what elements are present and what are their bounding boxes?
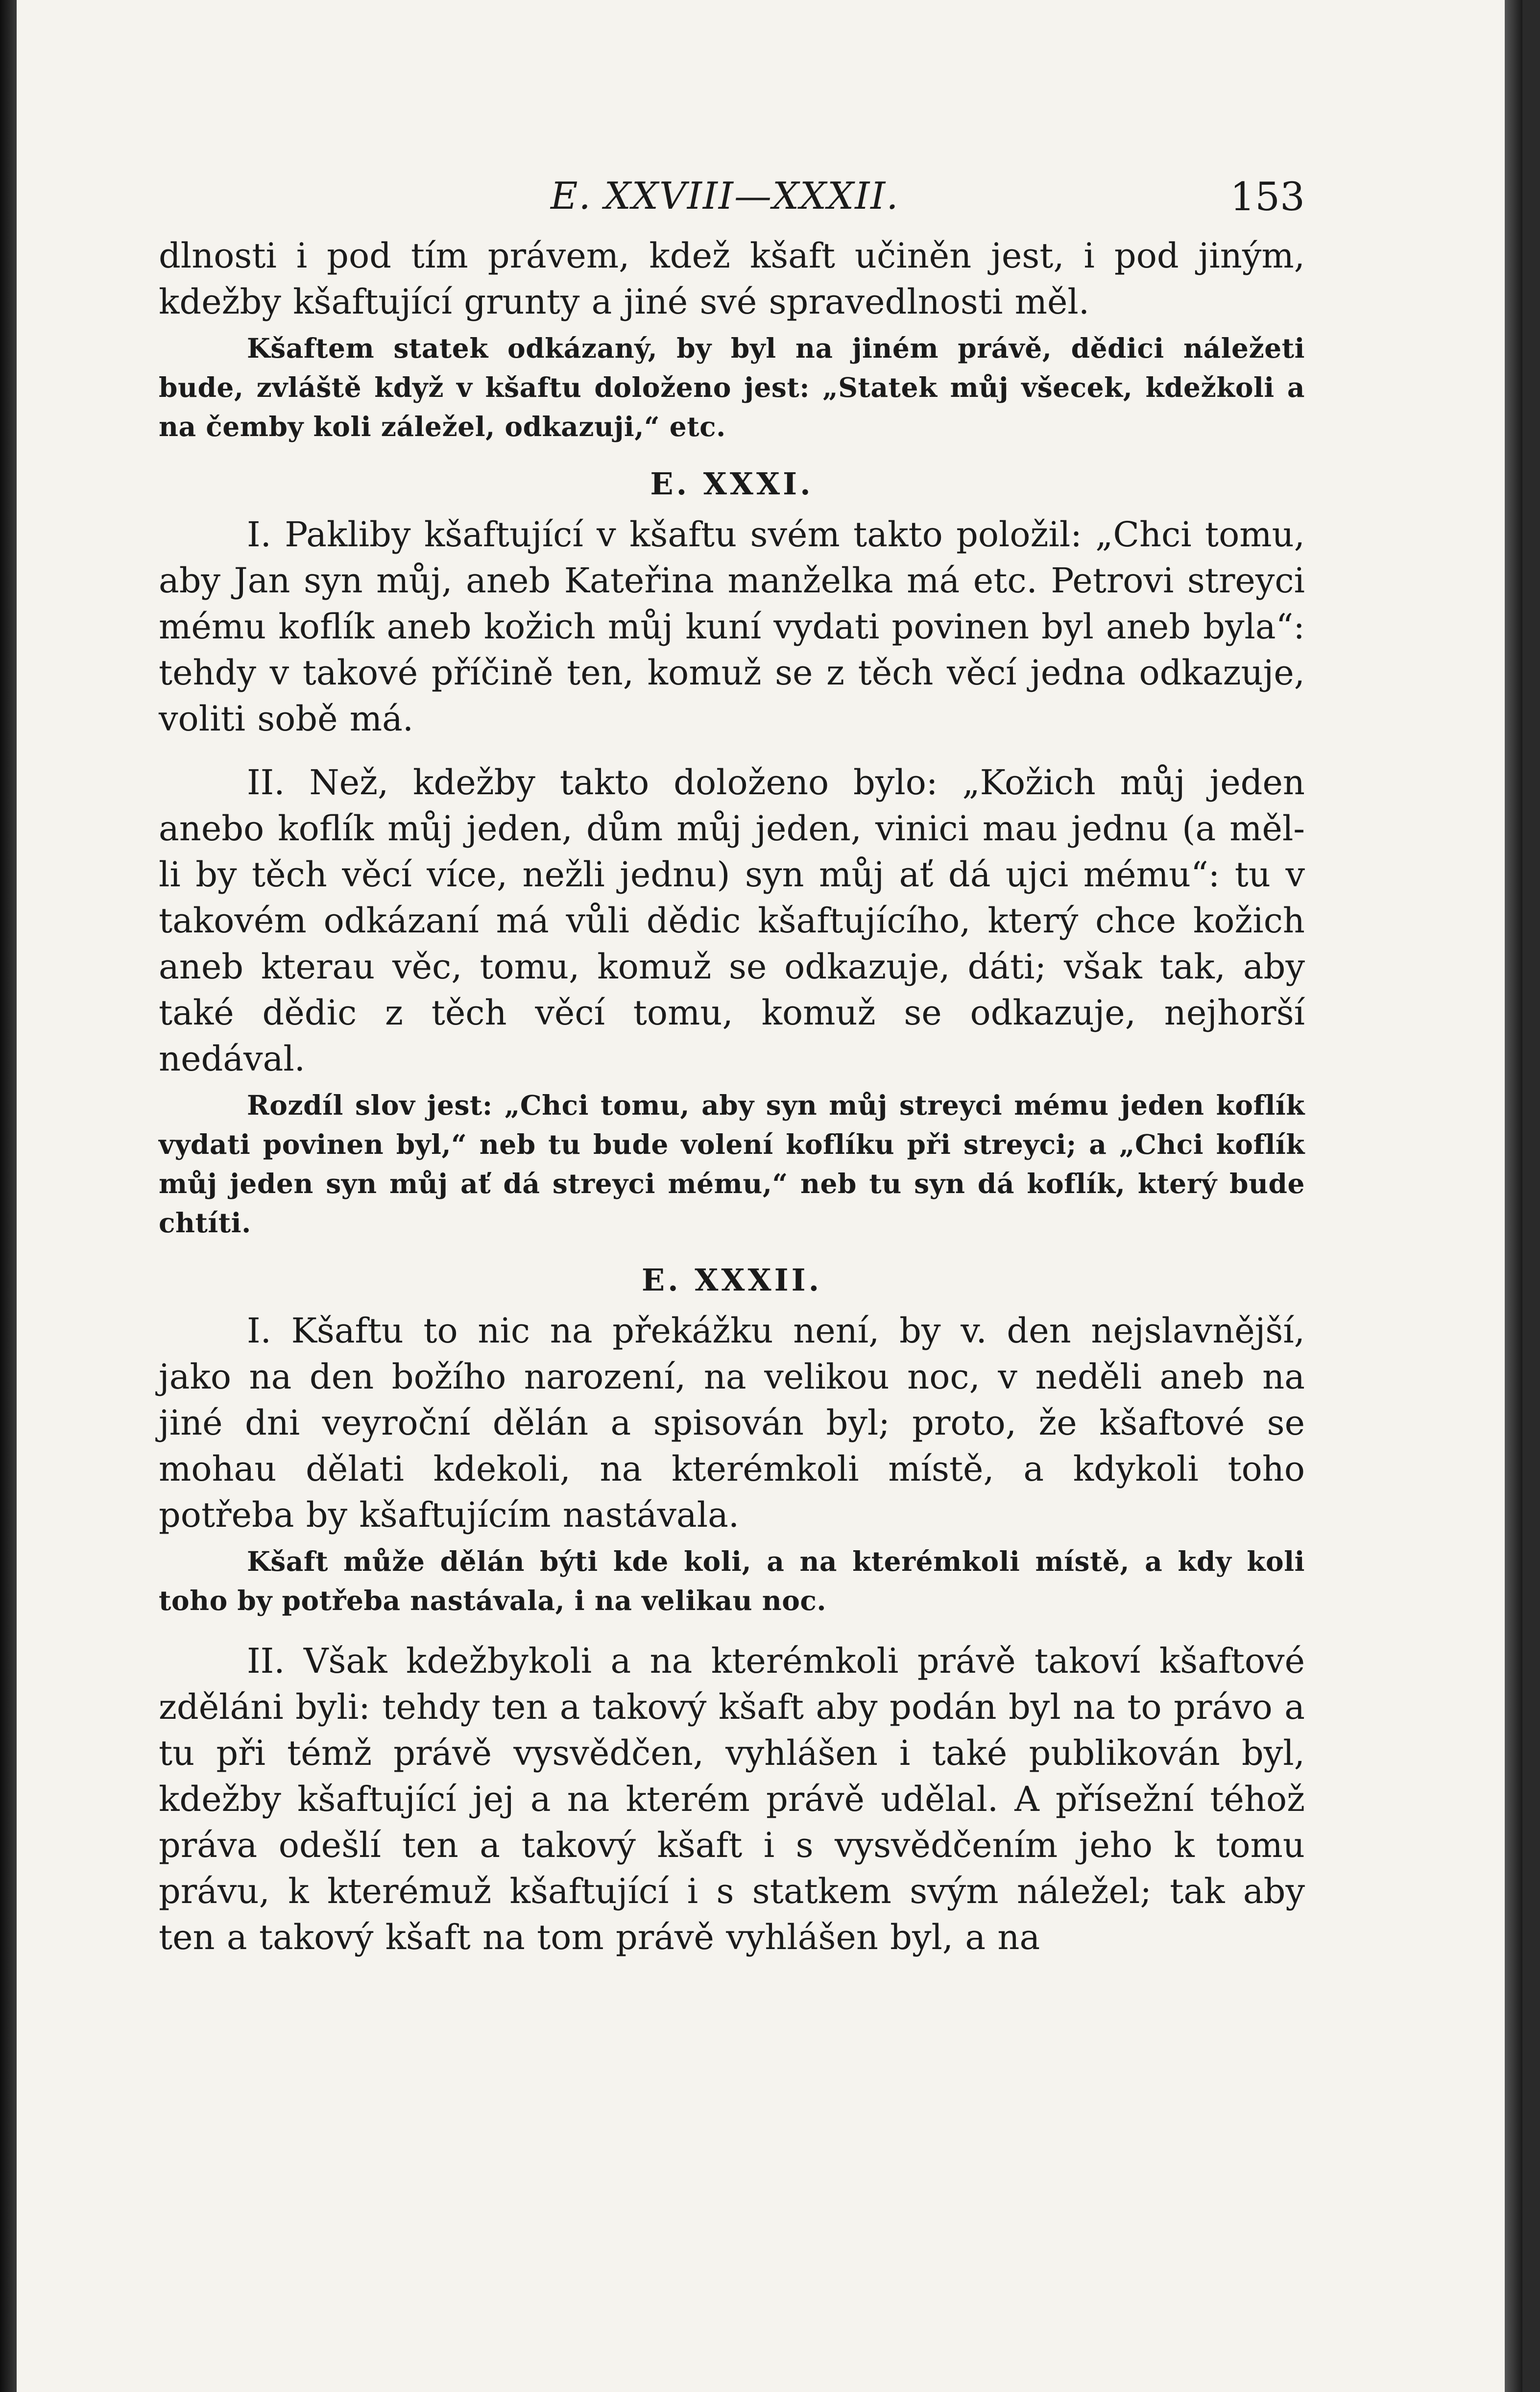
paragraph: I. Pakliby kšaftující v kšaftu svém takto položil: „Chci tomu, aby Jan syn můj, aneb Kateřina manželka má etc. Petrovi streyci mému koflík aneb kožich můj kuní vydati povinen byl aneb byla“: tehdy v takové příčině ten, komuž se z těch věcí jedna odkazuje, voliti sobě má.: [159, 514, 1305, 739]
section-heading: E. XXXII.: [641, 1262, 822, 1298]
note-paragraph: Rozdíl slov jest: „Chci tomu, aby syn můj streyci mému jeden koflík vydati povinen byl,“ neb tu bude volení koflíku při streyci; a „Chci koflík můj jeden syn můj ať dá streyci mému,“ neb tu syn dá koflík, který bude chtíti.: [159, 1089, 1305, 1239]
paragraph: II. Však kdežbykoli a na kterémkoli právě takoví kšaftové zděláni byli: tehdy ten a takový kšaft aby podán byl na to právo a tu při témž právě vysvědčen, vyhlášen i také publikován byl, kdežby kšaftující jej a na kterém právě udělal. A přísežní téhož práva odešlí ten a takový kšaft i s vysvědčením jeho k tomu právu, k kterémuž kšaftující i s statkem svým náležel; tak aby ten a takový kšaft na tom právě vyhlášen byl, a na: [159, 1641, 1305, 1957]
paragraph-continuation: dlnosti i pod tím právem, kdež kšaft učiněn jest, i pod jiným, kdežby kšaftující grunty a jiné své spravedlnosti měl.: [159, 236, 1305, 322]
note-paragraph: Kšaft může dělán býti kde koli, a na kterémkoli místě, a kdy koli toho by potřeba nastávala, i na velikau noc.: [159, 1545, 1305, 1616]
paragraph: II. Než, kdežby takto doloženo bylo: „Kožich můj jeden anebo koflík můj jeden, dům můj jeden, vinici mau jednu (a měl-li by těch věcí více, nežli jednu) syn můj ať dá ujci mému“: tu v takovém odkázaní má vůli dědic kšaftujícího, který chce kožich aneb kterau věc, tomu, komuž se odkazuje, dáti; však tak, aby také dědic z těch věcí tomu, komuž se odkazuje, nejhorší nedával.: [159, 762, 1305, 1079]
note-paragraph: Kšaftem statek odkázaný, by byl na jiném právě, dědici náležeti bude, zvláště když v kšaftu doloženo jest: „Statek můj všecek, kdežkoli a na čemby koli záležel, odkazuji,“ etc.: [159, 332, 1305, 442]
page-edge-left: [0, 0, 17, 2392]
running-title: E. XXVIII—XXXII.: [551, 174, 899, 218]
book-page: [17, 0, 1522, 2392]
section-heading: E. XXXI.: [650, 466, 814, 502]
page-number: 153: [1230, 174, 1305, 220]
page-content: [159, 174, 1305, 1960]
paragraph: I. Kšaftu to nic na překážku není, by v. den nejslavnější, jako na den božího narození, na velikou noc, v neděli aneb na jiné dni veyroční dělán a spisován byl; proto, že kšaftové se mohau dělati kdekoli, na kterémkoli místě, a kdykoli toho potřeba by kšaftujícím nastávala.: [159, 1311, 1305, 1535]
page-edge-right: [1505, 0, 1522, 2392]
page-header: [159, 174, 1305, 233]
